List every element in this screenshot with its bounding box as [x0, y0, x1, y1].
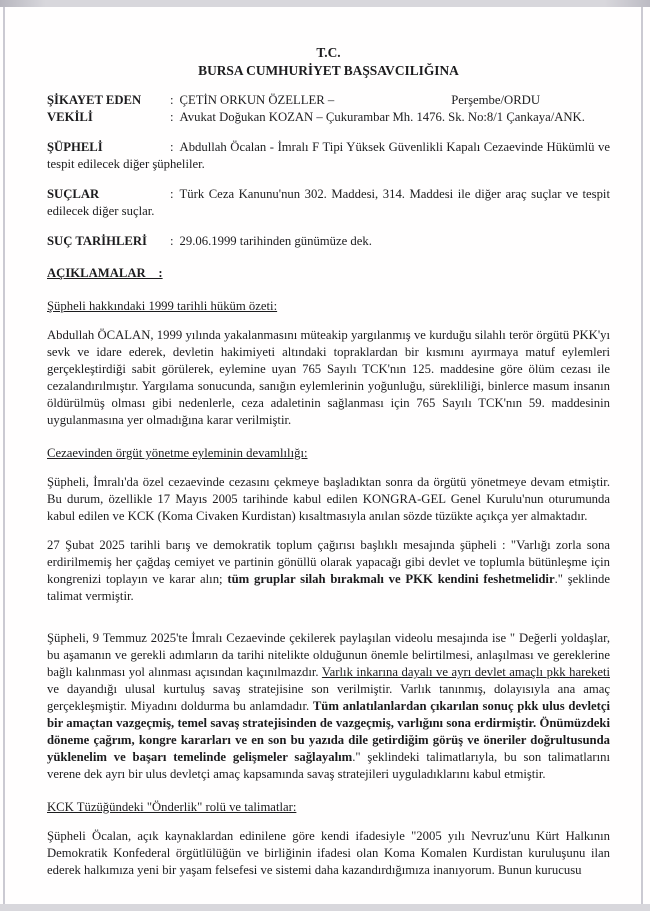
text-run: tüm gruplar silah bırakmalı ve PKK kendini feshetmelidir: [227, 572, 555, 586]
text-run: ." şeklinde talimat vermiştir.: [47, 572, 610, 603]
text-run: Şüpheli, 9 Temmuz 2025'te İmralı Cezaevinde çekilerek paylaşılan videolu mesajında ise " Değerli yoldaşlar, bu aşamanın ve gerekli adımların da tarihi nitelikte olduğunun önemle belirtilmesi, anlaşılması ve gereklerine bağlı kalınması yol alınması açısından kaçınılmazdır.: [47, 631, 610, 679]
field-label: SUÇLAR: [47, 187, 100, 201]
section-heading-prison-management: Cezaevinden örgüt yönetme eyleminin devamlılığı:: [47, 446, 308, 460]
field-value: 29.06.1999 tarihinden günümüze dek.: [179, 234, 372, 248]
field-value-right: Perşembe/ORDU: [451, 93, 540, 107]
field-colon: :: [170, 93, 174, 107]
explanations-heading-label: AÇIKLAMALAR :: [47, 266, 163, 280]
field-label: ŞÜPHELİ: [47, 140, 103, 154]
field-colon: :: [170, 140, 174, 154]
party-fields: [47, 92, 610, 250]
field-value: Avukat Doğukan KOZAN – Çukurambar Mh. 1476. Sk. No:8/1 Çankaya/ANK.: [179, 110, 585, 124]
paragraph-verdict-summary: Abdullah ÖCALAN, 1999 yılında yakalanmasını müteakip yargılanmış ve kurduğu silahlı terör örgütü PKK'yı sevk ve idare ederek, devletin hakimiyeti altındaki topraklardan bir kısmını ayırmaya matuf eylemleri gerçekleştirdiği sabit görülerek, eylemine uyan 765 Sayılı TCK'nın 125. maddesine göre ölüm cezası ile cezalandırılmıştır. Yargılama sonucunda, sanığın eylemlerinin yoğunluğu, sürekliliği, binlerce masum insanın öldürülmüş olması gibi nedenlerle, ceza adaletinin sağlanması için 765 Sayılı TCK'nın 59. maddesinin uygulanmasına yer olmadığına karar verilmiştir.: [47, 328, 610, 427]
field-value: Abdullah Öcalan - İmralı F Tipi Yüksek Güvenlikli Kapalı Cezaevinde Hükümlü ve tespit edilecek diğer şüpheliler.: [47, 140, 610, 171]
field-colon: :: [170, 110, 174, 124]
field-colon: :: [170, 187, 174, 201]
field-label: SUÇ TARİHLERİ: [47, 234, 147, 248]
section-heading-verdict-summary: Şüpheli hakkındaki 1999 tarihli hüküm özeti:: [47, 299, 278, 313]
text-run: ve dayandığı ulusal kurtuluş savaş stratejisine son verilmiştir. Varlık tanınmış, dolayısıyla ana amaç gerçekleşmiştir. Miyadını doldurma bu anlamdadır.: [47, 682, 610, 713]
section-heading-kck-charter: KCK Tüzüğündeki "Önderlik" rolü ve talimatlar:: [47, 800, 297, 814]
republic-abbreviation: T.C.: [316, 45, 341, 60]
court-header: [47, 44, 610, 79]
text-run: 27 Şubat 2025 tarihli barış ve demokratik toplum çağırısı başlıklı mesajında şüpheli : "Varlığı zorla sona erdirilmemiş her çağdaş cemiyet ve partinin gönüllü olarak yapacağı gibi devlet ve toplumla bütünleşme için kongrenizi toplayın ve karar alın;: [47, 538, 610, 586]
field-label: ŞİKAYET EDEN: [47, 93, 142, 107]
page-bottom-edge: [0, 904, 650, 911]
paragraph-kck-charter: Şüpheli Öcalan, açık kaynaklardan edinilene göre kendi ifadesiyle "2005 yılı Nevruz'unu Kürt Halkının Demokratik Konfederal örgütlülüğün ve birliğinin ifadesi olan Koma Komalen Kurdistan kuruluşunu ilan ederek halkımıza yeni bir yaşam felsefesi ve sistemi daha kazandırdığımıza inanıyorum. Bunun kurucusu: [47, 829, 610, 877]
page-right-edge: [641, 7, 643, 904]
paragraph-february-message: [47, 537, 610, 605]
text-run: ." şeklindeki talimatlarıyla, bu son talimatlarını verene dek ayrı bir ulus devletçi amaç kapsamında savaş stratejileri uyguladıklarını kabul etmiştir.: [47, 750, 610, 781]
field-value: ÇETİN ORKUN ÖZELLER –: [179, 93, 335, 107]
paragraph-july-video-message: [47, 630, 610, 783]
field-row-suspect: [47, 139, 610, 173]
text-run: Varlık inkarına dayalı ve ayrı devlet amaçlı pkk hareketi: [321, 665, 610, 679]
field-row-crimes: [47, 186, 610, 220]
field-row-crime-dates: [47, 233, 610, 250]
field-value: Türk Ceza Kanunu'nun 302. Maddesi, 314. Maddesi ile diğer araç suçlar ve tespit edilecek diğer suçlar.: [47, 187, 610, 218]
field-row-attorney: [47, 109, 610, 126]
page-left-edge: [3, 7, 5, 904]
text-run: Tüm anlatılanlardan çıkarılan sonuç pkk ulus devletçi bir amaçtan vazgeçmiş, temel savaş stratejisinden de vazgeçmiş, varlığını sona erdirmiştir. Önümüzdeki döneme çağrım, kongre kararları ve en son bu yazıda dile getirdiğim görüş ve öneriler doğrultusunda yüklenelim ve başarı temelinde gelişmeler sağlayalım: [47, 699, 610, 764]
explanations-heading: [47, 265, 610, 282]
field-label: VEKİLİ: [47, 110, 93, 124]
court-name: BURSA CUMHURİYET BAŞSAVCILIĞINA: [198, 62, 459, 78]
page-top-edge: [0, 0, 650, 7]
paragraph-prison-management: Şüpheli, İmralı'da özel cezaevinde cezasını çekmeye başladıktan sonra da örgütü yönetmeye devam etmiştir. Bu durum, özellikle 17 Mayıs 2005 tarihinde kabul edilen KONGRA-GEL Genel Kurulu'nun oturumunda kabul edilen ve KCK (Koma Civaken Kurdistan) kısaltmasıyla anılan sözde tüzükte açıkça yer almaktadır.: [47, 475, 610, 523]
field-row-complainant: [47, 92, 610, 109]
field-colon: :: [170, 234, 174, 248]
document-content: [47, 44, 610, 879]
